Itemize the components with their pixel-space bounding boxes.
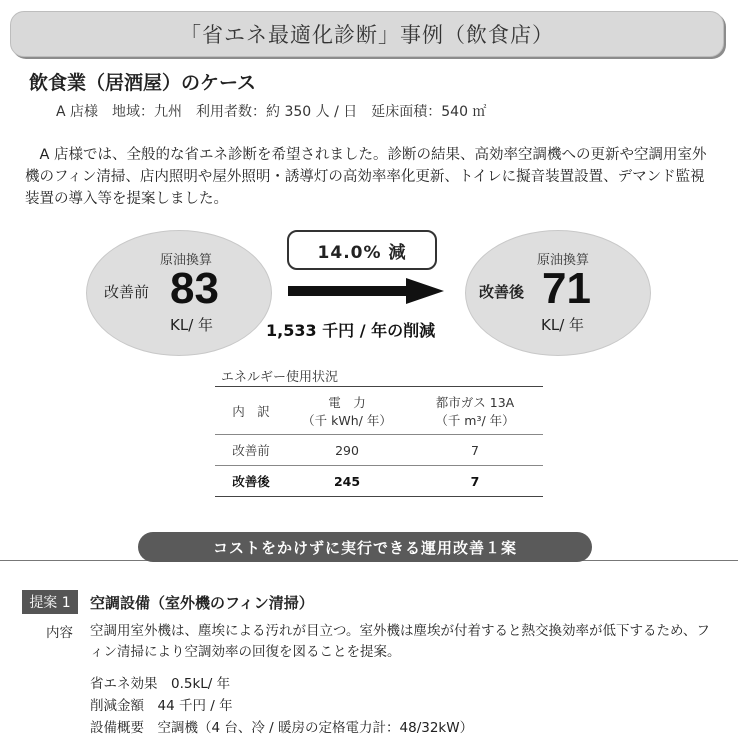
row-electricity: 245 — [287, 466, 407, 497]
case-heading: 飲食業（居酒屋）のケース — [29, 72, 257, 94]
header-electricity-label: 電 力 — [328, 394, 366, 410]
row-gas: 7 — [407, 435, 543, 466]
saving-text: 削減金額 44 千円 / 年 — [90, 698, 233, 714]
store-info: A 店様 地域：九州 利用者数：約 350 人 / 日 延床面積：540 ㎡ — [56, 104, 487, 120]
equipment-text: 設備概要 空調機（4 台、冷 / 暖房の定格電力計：48/32kW） — [90, 720, 474, 736]
content-label: 内容 — [46, 625, 73, 641]
cost-saving-text: 1,533 千円 / 年の削減 — [266, 321, 436, 340]
after-value: 71 — [542, 264, 591, 313]
row-label: 改善前 — [215, 435, 287, 466]
header-item: 内 訳 — [215, 387, 287, 435]
row-gas: 7 — [407, 466, 543, 497]
proposal-badge: 提案 1 — [22, 590, 78, 614]
before-label: 改善前 — [104, 283, 150, 301]
effect-text: 省エネ効果 0.5kL/ 年 — [90, 676, 231, 692]
proposal-title: 空調設備（室外機のフィン清掃） — [90, 594, 314, 612]
section-banner: コストをかけずに実行できる運用改善１案 — [138, 532, 592, 562]
page-title: 「省エネ最適化診断」事例（飲食店） — [10, 11, 724, 57]
content-text: 空調用室外機は、塵埃による汚れが目立つ。室外機は塵埃が付着すると熱交換効率が低下するため、フィン清掃により空調効率の回復を図ることを提案。 — [90, 623, 710, 660]
reduction-rate-box: 14.0% 減 — [287, 230, 437, 270]
header-gas — [407, 387, 543, 435]
header-gas-unit: （千 m³/ 年） — [435, 412, 515, 428]
before-unit-label: 原油換算 — [160, 253, 213, 268]
table-row — [215, 466, 543, 497]
header-gas-label: 都市ガス 13A — [435, 394, 515, 410]
before-value: 83 — [170, 264, 219, 313]
table-row — [215, 435, 543, 466]
right-arrow-icon — [288, 278, 446, 304]
energy-usage-table — [215, 386, 543, 497]
header-electricity — [287, 387, 407, 435]
description-text: A 店様では、全般的な省エネ診断を希望されました。診断の結果、高効率空調機への更新や空調用室外機のフィン清掃、店内照明や屋外照明・誘導灯の高効率率化更新、トイレに擬音装置設置、デマンド監視装置の導入等を提案しました。 — [25, 147, 707, 207]
before-unit: KL/ 年 — [170, 316, 214, 334]
after-unit: KL/ 年 — [541, 316, 585, 334]
row-label: 改善後 — [215, 466, 287, 497]
energy-table-caption: エネルギー使用状況 — [221, 370, 339, 385]
after-label: 改善後 — [479, 283, 525, 301]
row-electricity: 290 — [287, 435, 407, 466]
after-unit-label: 原油換算 — [537, 253, 590, 268]
header-electricity-unit: （千 kWh/ 年） — [302, 412, 392, 428]
